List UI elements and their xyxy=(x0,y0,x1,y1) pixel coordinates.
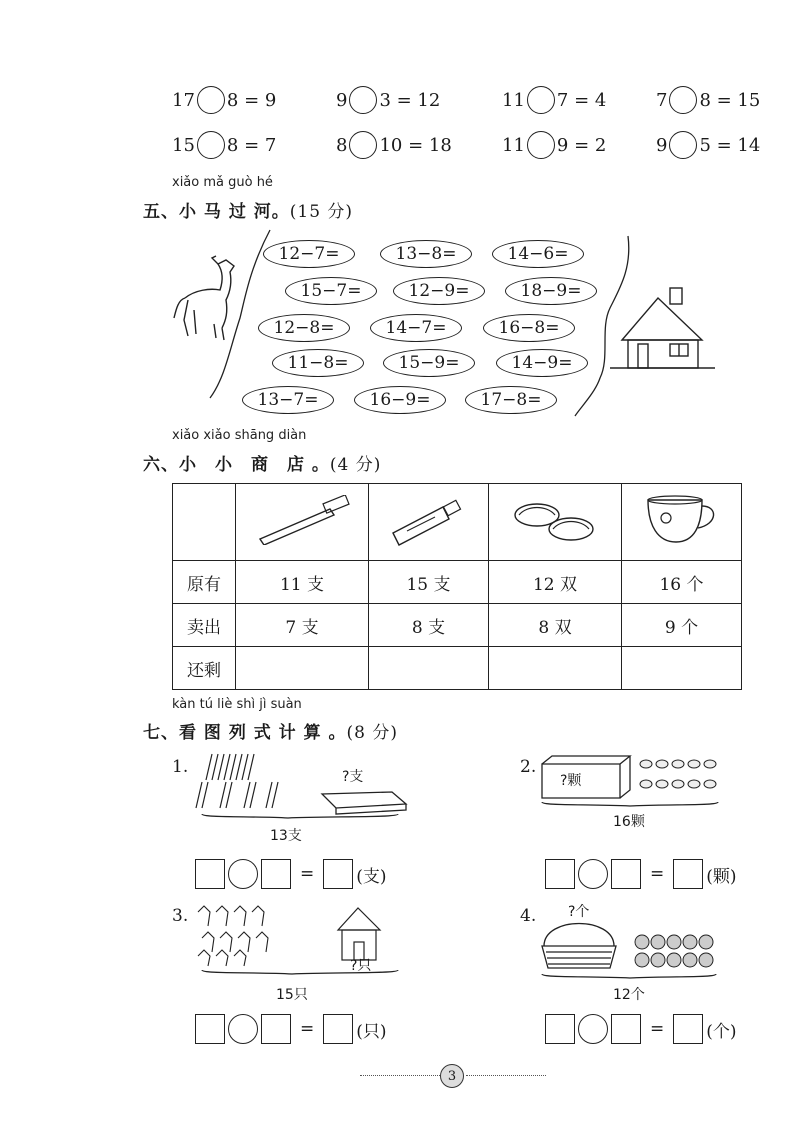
pencil-box-icon xyxy=(322,792,406,814)
oval-equation: 15−9= xyxy=(383,349,475,377)
equation: 17 8 = 9 xyxy=(172,86,276,114)
question-label: ?支 xyxy=(342,769,364,785)
equation: 15 8 = 7 xyxy=(172,131,276,159)
cell: 12 双 xyxy=(488,561,621,604)
apple-icon xyxy=(635,935,713,967)
oval-equation: 12−7= xyxy=(263,240,355,268)
answer-box[interactable] xyxy=(545,859,575,889)
house-icon xyxy=(610,288,715,368)
answer-box[interactable] xyxy=(195,859,225,889)
pencils-picture xyxy=(192,752,412,824)
cell: 11 支 xyxy=(236,561,369,604)
answer-box[interactable] xyxy=(261,1014,291,1044)
operator-circle[interactable] xyxy=(228,859,258,889)
oval-equation: 17−8= xyxy=(465,386,557,414)
problem-number: 4. xyxy=(520,906,537,926)
house-icon xyxy=(338,908,380,960)
unit-label: (只) xyxy=(356,1021,387,1042)
answer-circle[interactable] xyxy=(527,131,555,159)
candy-icon xyxy=(640,760,716,788)
answer-cell[interactable] xyxy=(488,647,621,690)
equation: 7 8 = 15 xyxy=(656,86,760,114)
answer-cell[interactable] xyxy=(368,647,488,690)
horse-icon xyxy=(174,256,234,340)
problem-number: 1. xyxy=(172,757,189,777)
deer-icon xyxy=(198,906,268,966)
basket-icon xyxy=(542,924,616,969)
answer-box[interactable] xyxy=(673,859,703,889)
total-label: 13支 xyxy=(270,828,302,844)
cell: 16 个 xyxy=(621,561,741,604)
section5-pinyin: xiǎo mǎ guò hé xyxy=(172,175,273,190)
oval-equation: 18−9= xyxy=(505,277,597,305)
cell: 8 支 xyxy=(368,604,488,647)
answer-row: = (个) xyxy=(545,1014,737,1044)
equation: 11 7 = 4 xyxy=(502,86,606,114)
row-label: 原有 xyxy=(173,561,236,604)
box-icon xyxy=(542,756,630,798)
apples-picture xyxy=(538,916,728,982)
oval-equation: 12−9= xyxy=(393,277,485,305)
cell: 15 支 xyxy=(368,561,488,604)
footer-dots-left xyxy=(360,1075,440,1076)
footer-dots-right xyxy=(466,1075,546,1076)
operator-circle[interactable] xyxy=(578,1014,608,1044)
answer-row: = (支) xyxy=(195,859,387,889)
answer-circle[interactable] xyxy=(197,131,225,159)
oval-equation: 13−7= xyxy=(242,386,334,414)
oval-equation: 14−7= xyxy=(370,314,462,342)
toothbrush-cell xyxy=(236,484,369,561)
corner-cell xyxy=(173,484,236,561)
equation: 9 3 = 12 xyxy=(336,86,440,114)
section7-pinyin: kàn tú liè shì jì suàn xyxy=(172,697,302,712)
row-label: 还剩 xyxy=(173,647,236,690)
page-number: 3 xyxy=(440,1064,464,1088)
answer-box[interactable] xyxy=(611,1014,641,1044)
answer-box[interactable] xyxy=(323,859,353,889)
question-label: ?只 xyxy=(350,958,372,974)
shop-table xyxy=(172,483,742,690)
total-label: 12个 xyxy=(613,987,645,1003)
cup-icon xyxy=(636,492,726,548)
equation: 11 9 = 2 xyxy=(502,131,606,159)
answer-circle[interactable] xyxy=(349,86,377,114)
section5-title: 五、小 马 过 河。(15 分) xyxy=(143,202,354,222)
slippers-cell xyxy=(488,484,621,561)
answer-box[interactable] xyxy=(545,1014,575,1044)
unit-label: (支) xyxy=(356,866,387,887)
cell: 8 双 xyxy=(488,604,621,647)
oval-equation: 14−9= xyxy=(496,349,588,377)
cup-cell xyxy=(621,484,741,561)
section7-title: 七、看 图 列 式 计 算 。(8 分) xyxy=(143,723,398,743)
answer-box[interactable] xyxy=(323,1014,353,1044)
answer-cell[interactable] xyxy=(236,647,369,690)
answer-circle[interactable] xyxy=(669,131,697,159)
cell: 7 支 xyxy=(236,604,369,647)
slippers-icon xyxy=(505,493,605,547)
pencil-icon xyxy=(196,754,278,808)
answer-row: = (颗) xyxy=(545,859,737,889)
problem-number: 3. xyxy=(172,906,189,926)
row-label: 卖出 xyxy=(173,604,236,647)
equation: 9 5 = 14 xyxy=(656,131,760,159)
answer-circle[interactable] xyxy=(197,86,225,114)
question-label: ?颗 xyxy=(560,773,582,789)
answer-circle[interactable] xyxy=(669,86,697,114)
answer-circle[interactable] xyxy=(527,86,555,114)
oval-equation: 11−8= xyxy=(272,349,364,377)
answer-box[interactable] xyxy=(261,859,291,889)
oval-equation: 16−8= xyxy=(483,314,575,342)
question-label: ?个 xyxy=(568,904,590,920)
cell: 9 个 xyxy=(621,604,741,647)
section6-title: 六、小 小 商 店 。(4 分) xyxy=(143,455,382,475)
oval-equation: 16−9= xyxy=(354,386,446,414)
toothbrush-icon xyxy=(252,495,352,545)
answer-box[interactable] xyxy=(195,1014,225,1044)
oval-equation: 12−8= xyxy=(258,314,350,342)
unit-label: (个) xyxy=(706,1021,737,1042)
oval-equation: 15−7= xyxy=(285,277,377,305)
oval-equation: 13−8= xyxy=(380,240,472,268)
deer-picture xyxy=(192,902,412,982)
answer-cell[interactable] xyxy=(621,647,741,690)
toothpaste-cell xyxy=(368,484,488,561)
answer-circle[interactable] xyxy=(349,131,377,159)
toothpaste-icon xyxy=(383,493,473,547)
answer-box[interactable] xyxy=(673,1014,703,1044)
operator-circle[interactable] xyxy=(578,859,608,889)
section6-pinyin: xiǎo xiǎo shāng diàn xyxy=(172,428,307,443)
problem-number: 2. xyxy=(520,757,537,777)
oval-equation: 14−6= xyxy=(492,240,584,268)
total-label: 15只 xyxy=(276,987,308,1003)
total-label: 16颗 xyxy=(613,814,645,830)
operator-circle[interactable] xyxy=(228,1014,258,1044)
answer-row: = (只) xyxy=(195,1014,387,1044)
equation: 8 10 = 18 xyxy=(336,131,452,159)
answer-box[interactable] xyxy=(611,859,641,889)
unit-label: (颗) xyxy=(706,866,737,887)
